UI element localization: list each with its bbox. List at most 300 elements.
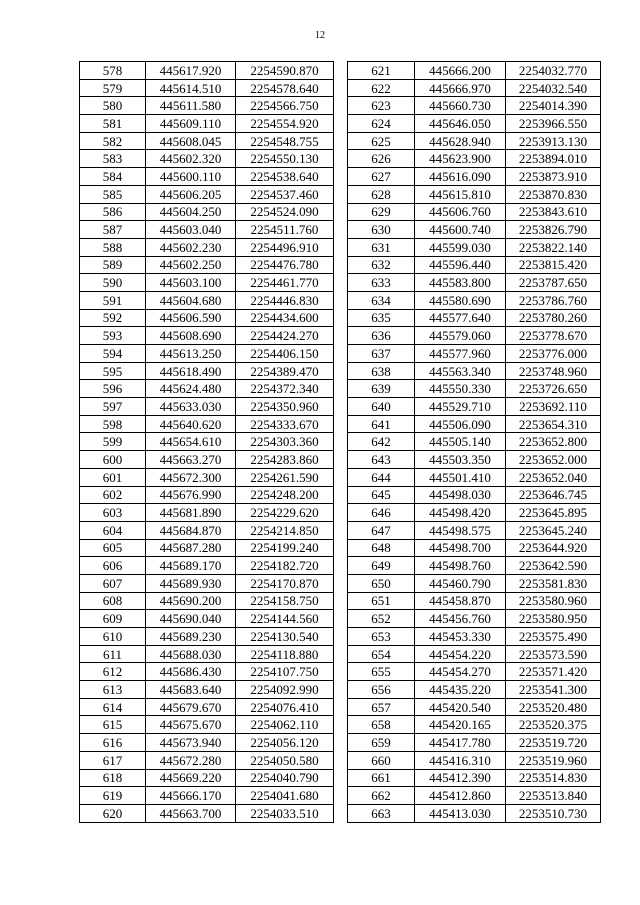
table-row bbox=[80, 521, 334, 539]
y-coordinate-cell: 2254389.470 bbox=[236, 362, 334, 380]
page-number: 12 bbox=[315, 30, 325, 41]
x-coordinate-cell: 445603.100 bbox=[146, 274, 236, 292]
table-row bbox=[348, 521, 601, 539]
y-coordinate-cell: 2254032.540 bbox=[506, 79, 601, 97]
point-number-cell: 585 bbox=[80, 185, 146, 203]
table-row bbox=[348, 150, 601, 168]
table-row bbox=[80, 415, 334, 433]
x-coordinate-cell: 445689.170 bbox=[146, 557, 236, 575]
y-coordinate-cell: 2254537.460 bbox=[236, 185, 334, 203]
point-number-cell: 658 bbox=[348, 716, 415, 734]
x-coordinate-cell: 445672.300 bbox=[146, 468, 236, 486]
point-number-cell: 613 bbox=[80, 681, 146, 699]
x-coordinate-cell: 445563.340 bbox=[415, 362, 506, 380]
x-coordinate-cell: 445660.730 bbox=[415, 97, 506, 115]
y-coordinate-cell: 2254182.720 bbox=[236, 557, 334, 575]
x-coordinate-cell: 445596.440 bbox=[415, 256, 506, 274]
y-coordinate-cell: 2253748.960 bbox=[506, 362, 601, 380]
y-coordinate-cell: 2254434.600 bbox=[236, 309, 334, 327]
point-number-cell: 643 bbox=[348, 451, 415, 469]
table-row bbox=[348, 132, 601, 150]
x-coordinate-cell: 445602.230 bbox=[146, 238, 236, 256]
x-coordinate-cell: 445413.030 bbox=[415, 804, 506, 822]
table-row bbox=[80, 804, 334, 822]
x-coordinate-cell: 445679.670 bbox=[146, 698, 236, 716]
x-coordinate-cell: 445628.940 bbox=[415, 132, 506, 150]
x-coordinate-cell: 445498.760 bbox=[415, 557, 506, 575]
table-row bbox=[348, 592, 601, 610]
table-row bbox=[80, 256, 334, 274]
x-coordinate-cell: 445616.090 bbox=[415, 168, 506, 186]
table-row bbox=[80, 433, 334, 451]
x-coordinate-cell: 445458.870 bbox=[415, 592, 506, 610]
y-coordinate-cell: 2254014.390 bbox=[506, 97, 601, 115]
x-coordinate-cell: 445683.640 bbox=[146, 681, 236, 699]
y-coordinate-cell: 2253652.800 bbox=[506, 433, 601, 451]
y-coordinate-cell: 2253573.590 bbox=[506, 645, 601, 663]
table-row bbox=[348, 716, 601, 734]
point-number-cell: 601 bbox=[80, 468, 146, 486]
y-coordinate-cell: 2254550.130 bbox=[236, 150, 334, 168]
x-coordinate-cell: 445606.760 bbox=[415, 203, 506, 221]
x-coordinate-cell: 445609.110 bbox=[146, 115, 236, 133]
y-coordinate-cell: 2253581.830 bbox=[506, 574, 601, 592]
x-coordinate-cell: 445600.740 bbox=[415, 221, 506, 239]
x-coordinate-cell: 445675.670 bbox=[146, 716, 236, 734]
y-coordinate-cell: 2253645.240 bbox=[506, 521, 601, 539]
x-coordinate-cell: 445690.200 bbox=[146, 592, 236, 610]
table-row bbox=[348, 79, 601, 97]
table-row bbox=[80, 62, 334, 80]
y-coordinate-cell: 2254248.200 bbox=[236, 486, 334, 504]
x-coordinate-cell: 445640.620 bbox=[146, 415, 236, 433]
point-number-cell: 656 bbox=[348, 681, 415, 699]
table-row bbox=[80, 168, 334, 186]
table-row bbox=[80, 681, 334, 699]
y-coordinate-cell: 2253513.840 bbox=[506, 787, 601, 805]
y-coordinate-cell: 2254229.620 bbox=[236, 504, 334, 522]
point-number-cell: 641 bbox=[348, 415, 415, 433]
table-row bbox=[80, 238, 334, 256]
table-row bbox=[348, 681, 601, 699]
x-coordinate-cell: 445498.575 bbox=[415, 521, 506, 539]
y-coordinate-cell: 2253652.000 bbox=[506, 451, 601, 469]
table-row bbox=[80, 592, 334, 610]
y-coordinate-cell: 2254130.540 bbox=[236, 628, 334, 646]
x-coordinate-cell: 445608.690 bbox=[146, 327, 236, 345]
y-coordinate-cell: 2254578.640 bbox=[236, 79, 334, 97]
point-number-cell: 624 bbox=[348, 115, 415, 133]
x-coordinate-cell: 445623.900 bbox=[415, 150, 506, 168]
point-number-cell: 615 bbox=[80, 716, 146, 734]
y-coordinate-cell: 2254446.830 bbox=[236, 291, 334, 309]
table-row bbox=[348, 468, 601, 486]
x-coordinate-cell: 445420.165 bbox=[415, 716, 506, 734]
point-number-cell: 592 bbox=[80, 309, 146, 327]
table-row bbox=[348, 698, 601, 716]
y-coordinate-cell: 2254158.750 bbox=[236, 592, 334, 610]
point-number-cell: 663 bbox=[348, 804, 415, 822]
point-number-cell: 636 bbox=[348, 327, 415, 345]
y-coordinate-cell: 2253510.730 bbox=[506, 804, 601, 822]
table-row bbox=[80, 610, 334, 628]
table-row bbox=[348, 398, 601, 416]
point-number-cell: 618 bbox=[80, 769, 146, 787]
y-coordinate-cell: 2253726.650 bbox=[506, 380, 601, 398]
y-coordinate-cell: 2253894.010 bbox=[506, 150, 601, 168]
point-number-cell: 614 bbox=[80, 698, 146, 716]
x-coordinate-cell: 445666.170 bbox=[146, 787, 236, 805]
y-coordinate-cell: 2254476.780 bbox=[236, 256, 334, 274]
point-number-cell: 649 bbox=[348, 557, 415, 575]
table-row bbox=[348, 486, 601, 504]
x-coordinate-cell: 445460.790 bbox=[415, 574, 506, 592]
point-number-cell: 661 bbox=[348, 769, 415, 787]
x-coordinate-cell: 445604.680 bbox=[146, 291, 236, 309]
x-coordinate-cell: 445673.940 bbox=[146, 734, 236, 752]
y-coordinate-cell: 2253873.910 bbox=[506, 168, 601, 186]
point-number-cell: 635 bbox=[348, 309, 415, 327]
x-coordinate-cell: 445501.410 bbox=[415, 468, 506, 486]
point-number-cell: 596 bbox=[80, 380, 146, 398]
point-number-cell: 580 bbox=[80, 97, 146, 115]
point-number-cell: 654 bbox=[348, 645, 415, 663]
table-row bbox=[80, 185, 334, 203]
point-number-cell: 627 bbox=[348, 168, 415, 186]
point-number-cell: 584 bbox=[80, 168, 146, 186]
table-row bbox=[348, 787, 601, 805]
y-coordinate-cell: 2254524.090 bbox=[236, 203, 334, 221]
point-number-cell: 600 bbox=[80, 451, 146, 469]
table-row bbox=[80, 787, 334, 805]
y-coordinate-cell: 2253786.760 bbox=[506, 291, 601, 309]
point-number-cell: 578 bbox=[80, 62, 146, 80]
table-row bbox=[348, 380, 601, 398]
table-row bbox=[80, 769, 334, 787]
y-coordinate-cell: 2254350.960 bbox=[236, 398, 334, 416]
point-number-cell: 599 bbox=[80, 433, 146, 451]
table-row bbox=[348, 362, 601, 380]
point-number-cell: 646 bbox=[348, 504, 415, 522]
x-coordinate-cell: 445454.220 bbox=[415, 645, 506, 663]
x-coordinate-cell: 445498.700 bbox=[415, 539, 506, 557]
x-coordinate-cell: 445676.990 bbox=[146, 486, 236, 504]
point-number-cell: 598 bbox=[80, 415, 146, 433]
point-number-cell: 582 bbox=[80, 132, 146, 150]
x-coordinate-cell: 445580.690 bbox=[415, 291, 506, 309]
table-row bbox=[80, 115, 334, 133]
table-row bbox=[80, 309, 334, 327]
y-coordinate-cell: 2253514.830 bbox=[506, 769, 601, 787]
table-row bbox=[80, 716, 334, 734]
x-coordinate-cell: 445600.110 bbox=[146, 168, 236, 186]
table-row bbox=[80, 327, 334, 345]
table-row bbox=[348, 203, 601, 221]
table-row bbox=[80, 504, 334, 522]
x-coordinate-cell: 445435.220 bbox=[415, 681, 506, 699]
point-number-cell: 586 bbox=[80, 203, 146, 221]
y-coordinate-cell: 2253580.960 bbox=[506, 592, 601, 610]
point-number-cell: 625 bbox=[348, 132, 415, 150]
x-coordinate-cell: 445666.970 bbox=[415, 79, 506, 97]
y-coordinate-cell: 2254107.750 bbox=[236, 663, 334, 681]
x-coordinate-cell: 445688.030 bbox=[146, 645, 236, 663]
table-row bbox=[80, 574, 334, 592]
x-coordinate-cell: 445690.040 bbox=[146, 610, 236, 628]
x-coordinate-cell: 445689.230 bbox=[146, 628, 236, 646]
table-row bbox=[80, 539, 334, 557]
y-coordinate-cell: 2254214.850 bbox=[236, 521, 334, 539]
x-coordinate-cell: 445606.590 bbox=[146, 309, 236, 327]
point-number-cell: 650 bbox=[348, 574, 415, 592]
y-coordinate-cell: 2253778.670 bbox=[506, 327, 601, 345]
table-row bbox=[348, 504, 601, 522]
y-coordinate-cell: 2254372.340 bbox=[236, 380, 334, 398]
point-number-cell: 612 bbox=[80, 663, 146, 681]
table-row bbox=[348, 539, 601, 557]
table-row bbox=[348, 557, 601, 575]
table-row bbox=[80, 734, 334, 752]
point-number-cell: 660 bbox=[348, 751, 415, 769]
point-number-cell: 593 bbox=[80, 327, 146, 345]
y-coordinate-cell: 2254548.755 bbox=[236, 132, 334, 150]
x-coordinate-cell: 445617.920 bbox=[146, 62, 236, 80]
y-coordinate-cell: 2253776.000 bbox=[506, 345, 601, 363]
table-row bbox=[348, 238, 601, 256]
y-coordinate-cell: 2253541.300 bbox=[506, 681, 601, 699]
point-number-cell: 602 bbox=[80, 486, 146, 504]
point-number-cell: 634 bbox=[348, 291, 415, 309]
x-coordinate-cell: 445624.480 bbox=[146, 380, 236, 398]
y-coordinate-cell: 2254040.790 bbox=[236, 769, 334, 787]
table-row bbox=[80, 221, 334, 239]
table-row bbox=[348, 415, 601, 433]
coordinates-table-right bbox=[347, 61, 601, 823]
x-coordinate-cell: 445663.700 bbox=[146, 804, 236, 822]
y-coordinate-cell: 2253654.310 bbox=[506, 415, 601, 433]
y-coordinate-cell: 2253870.830 bbox=[506, 185, 601, 203]
table-row bbox=[348, 769, 601, 787]
y-coordinate-cell: 2253519.960 bbox=[506, 751, 601, 769]
point-number-cell: 608 bbox=[80, 592, 146, 610]
point-number-cell: 617 bbox=[80, 751, 146, 769]
point-number-cell: 662 bbox=[348, 787, 415, 805]
y-coordinate-cell: 2253822.140 bbox=[506, 238, 601, 256]
table-row bbox=[80, 468, 334, 486]
x-coordinate-cell: 445672.280 bbox=[146, 751, 236, 769]
table-row bbox=[80, 751, 334, 769]
y-coordinate-cell: 2254032.770 bbox=[506, 62, 601, 80]
x-coordinate-cell: 445498.030 bbox=[415, 486, 506, 504]
point-number-cell: 616 bbox=[80, 734, 146, 752]
point-number-cell: 610 bbox=[80, 628, 146, 646]
x-coordinate-cell: 445577.960 bbox=[415, 345, 506, 363]
y-coordinate-cell: 2254303.360 bbox=[236, 433, 334, 451]
table-row bbox=[348, 433, 601, 451]
point-number-cell: 589 bbox=[80, 256, 146, 274]
y-coordinate-cell: 2254538.640 bbox=[236, 168, 334, 186]
x-coordinate-cell: 445602.250 bbox=[146, 256, 236, 274]
y-coordinate-cell: 2254050.580 bbox=[236, 751, 334, 769]
x-coordinate-cell: 445615.810 bbox=[415, 185, 506, 203]
y-coordinate-cell: 2253966.550 bbox=[506, 115, 601, 133]
point-number-cell: 647 bbox=[348, 521, 415, 539]
x-coordinate-cell: 445498.420 bbox=[415, 504, 506, 522]
x-coordinate-cell: 445687.280 bbox=[146, 539, 236, 557]
table-row bbox=[80, 79, 334, 97]
point-number-cell: 638 bbox=[348, 362, 415, 380]
x-coordinate-cell: 445618.490 bbox=[146, 362, 236, 380]
y-coordinate-cell: 2254144.560 bbox=[236, 610, 334, 628]
table-row bbox=[80, 557, 334, 575]
point-number-cell: 607 bbox=[80, 574, 146, 592]
y-coordinate-cell: 2253645.895 bbox=[506, 504, 601, 522]
coordinates-table-left bbox=[79, 61, 334, 823]
y-coordinate-cell: 2253642.590 bbox=[506, 557, 601, 575]
y-coordinate-cell: 2253520.375 bbox=[506, 716, 601, 734]
point-number-cell: 611 bbox=[80, 645, 146, 663]
x-coordinate-cell: 445666.200 bbox=[415, 62, 506, 80]
table-row bbox=[348, 345, 601, 363]
point-number-cell: 644 bbox=[348, 468, 415, 486]
x-coordinate-cell: 445550.330 bbox=[415, 380, 506, 398]
y-coordinate-cell: 2254496.910 bbox=[236, 238, 334, 256]
point-number-cell: 659 bbox=[348, 734, 415, 752]
y-coordinate-cell: 2254333.670 bbox=[236, 415, 334, 433]
x-coordinate-cell: 445503.350 bbox=[415, 451, 506, 469]
point-number-cell: 620 bbox=[80, 804, 146, 822]
y-coordinate-cell: 2254033.510 bbox=[236, 804, 334, 822]
point-number-cell: 594 bbox=[80, 345, 146, 363]
point-number-cell: 657 bbox=[348, 698, 415, 716]
point-number-cell: 637 bbox=[348, 345, 415, 363]
point-number-cell: 583 bbox=[80, 150, 146, 168]
y-coordinate-cell: 2253815.420 bbox=[506, 256, 601, 274]
table-row bbox=[348, 185, 601, 203]
table-row bbox=[348, 97, 601, 115]
point-number-cell: 640 bbox=[348, 398, 415, 416]
x-coordinate-cell: 445583.800 bbox=[415, 274, 506, 292]
y-coordinate-cell: 2254076.410 bbox=[236, 698, 334, 716]
y-coordinate-cell: 2253580.950 bbox=[506, 610, 601, 628]
table-row bbox=[80, 132, 334, 150]
table-row bbox=[80, 663, 334, 681]
y-coordinate-cell: 2254056.120 bbox=[236, 734, 334, 752]
table-row bbox=[348, 291, 601, 309]
table-row bbox=[348, 221, 601, 239]
table-row bbox=[80, 274, 334, 292]
table-row bbox=[80, 345, 334, 363]
x-coordinate-cell: 445599.030 bbox=[415, 238, 506, 256]
point-number-cell: 655 bbox=[348, 663, 415, 681]
x-coordinate-cell: 445611.580 bbox=[146, 97, 236, 115]
point-number-cell: 628 bbox=[348, 185, 415, 203]
point-number-cell: 581 bbox=[80, 115, 146, 133]
point-number-cell: 630 bbox=[348, 221, 415, 239]
table-row bbox=[80, 203, 334, 221]
y-coordinate-cell: 2254062.110 bbox=[236, 716, 334, 734]
point-number-cell: 633 bbox=[348, 274, 415, 292]
y-coordinate-cell: 2254424.270 bbox=[236, 327, 334, 345]
y-coordinate-cell: 2254283.860 bbox=[236, 451, 334, 469]
point-number-cell: 619 bbox=[80, 787, 146, 805]
x-coordinate-cell: 445416.310 bbox=[415, 751, 506, 769]
x-coordinate-cell: 445604.250 bbox=[146, 203, 236, 221]
y-coordinate-cell: 2254511.760 bbox=[236, 221, 334, 239]
x-coordinate-cell: 445577.640 bbox=[415, 309, 506, 327]
x-coordinate-cell: 445681.890 bbox=[146, 504, 236, 522]
x-coordinate-cell: 445412.860 bbox=[415, 787, 506, 805]
point-number-cell: 623 bbox=[348, 97, 415, 115]
point-number-cell: 651 bbox=[348, 592, 415, 610]
table-row bbox=[348, 628, 601, 646]
point-number-cell: 597 bbox=[80, 398, 146, 416]
x-coordinate-cell: 445453.330 bbox=[415, 628, 506, 646]
y-coordinate-cell: 2254199.240 bbox=[236, 539, 334, 557]
x-coordinate-cell: 445608.045 bbox=[146, 132, 236, 150]
y-coordinate-cell: 2254406.150 bbox=[236, 345, 334, 363]
x-coordinate-cell: 445669.220 bbox=[146, 769, 236, 787]
point-number-cell: 595 bbox=[80, 362, 146, 380]
table-row bbox=[348, 274, 601, 292]
x-coordinate-cell: 445417.780 bbox=[415, 734, 506, 752]
table-row bbox=[348, 804, 601, 822]
table-row bbox=[348, 663, 601, 681]
x-coordinate-cell: 445603.040 bbox=[146, 221, 236, 239]
point-number-cell: 629 bbox=[348, 203, 415, 221]
point-number-cell: 609 bbox=[80, 610, 146, 628]
x-coordinate-cell: 445689.930 bbox=[146, 574, 236, 592]
x-coordinate-cell: 445614.510 bbox=[146, 79, 236, 97]
y-coordinate-cell: 2254566.750 bbox=[236, 97, 334, 115]
table-row bbox=[348, 610, 601, 628]
y-coordinate-cell: 2253787.650 bbox=[506, 274, 601, 292]
y-coordinate-cell: 2254554.920 bbox=[236, 115, 334, 133]
y-coordinate-cell: 2253692.110 bbox=[506, 398, 601, 416]
point-number-cell: 626 bbox=[348, 150, 415, 168]
table-row bbox=[80, 398, 334, 416]
point-number-cell: 639 bbox=[348, 380, 415, 398]
table-row bbox=[80, 451, 334, 469]
x-coordinate-cell: 445454.270 bbox=[415, 663, 506, 681]
table-row bbox=[348, 115, 601, 133]
table-row bbox=[80, 698, 334, 716]
table-row bbox=[80, 645, 334, 663]
x-coordinate-cell: 445456.760 bbox=[415, 610, 506, 628]
table-row bbox=[348, 168, 601, 186]
x-coordinate-cell: 445579.060 bbox=[415, 327, 506, 345]
point-number-cell: 632 bbox=[348, 256, 415, 274]
table-row bbox=[348, 734, 601, 752]
table-row bbox=[348, 309, 601, 327]
table-row bbox=[348, 751, 601, 769]
table-row bbox=[80, 486, 334, 504]
y-coordinate-cell: 2254170.870 bbox=[236, 574, 334, 592]
y-coordinate-cell: 2253520.480 bbox=[506, 698, 601, 716]
point-number-cell: 645 bbox=[348, 486, 415, 504]
x-coordinate-cell: 445684.870 bbox=[146, 521, 236, 539]
y-coordinate-cell: 2254590.870 bbox=[236, 62, 334, 80]
y-coordinate-cell: 2253644.920 bbox=[506, 539, 601, 557]
x-coordinate-cell: 445633.030 bbox=[146, 398, 236, 416]
y-coordinate-cell: 2254118.880 bbox=[236, 645, 334, 663]
table-row bbox=[80, 150, 334, 168]
table-row bbox=[348, 451, 601, 469]
y-coordinate-cell: 2253646.745 bbox=[506, 486, 601, 504]
y-coordinate-cell: 2254461.770 bbox=[236, 274, 334, 292]
x-coordinate-cell: 445654.610 bbox=[146, 433, 236, 451]
x-coordinate-cell: 445420.540 bbox=[415, 698, 506, 716]
